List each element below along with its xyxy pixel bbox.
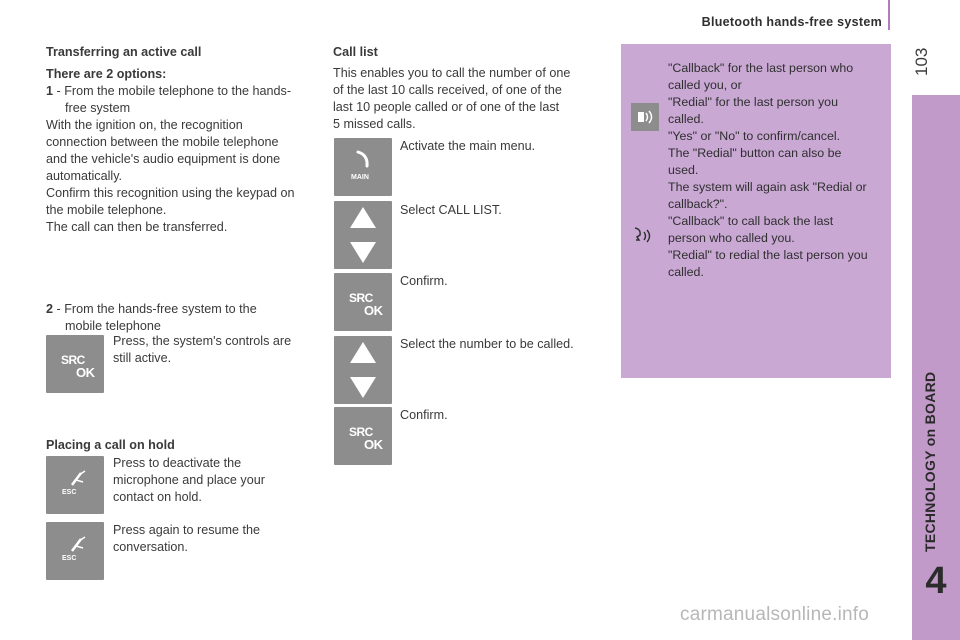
paragraph-line: automatically. (46, 169, 123, 183)
section-heading-transfer: Transferring an active call (46, 45, 202, 59)
section-heading-call-list: Call list (333, 45, 378, 59)
call-list-step-2: Select CALL LIST. (400, 203, 502, 217)
ok-label: OK (76, 365, 95, 380)
transfer-paragraph (46, 117, 326, 236)
call-list-step-5: Confirm. (400, 408, 448, 422)
page-header-title: Bluetooth hands-free system (701, 15, 882, 29)
note-text (668, 60, 894, 281)
microphone-off-icon (46, 456, 104, 514)
call-list-step-3: Confirm. (400, 274, 448, 288)
hold-line: conversation. (113, 540, 188, 554)
options-heading: There are 2 options: (46, 67, 167, 81)
note-line: called. (668, 265, 704, 279)
note-line: used. (668, 163, 699, 177)
section-heading-hold: Placing a call on hold (46, 438, 175, 452)
speaking-voice-icon (632, 224, 656, 253)
note-line: The "Redial" button can also be (668, 146, 842, 160)
note-line: "Callback" for the last person who (668, 61, 854, 75)
option-1-number: 1 (46, 84, 54, 98)
esc-label: ESC (62, 489, 77, 496)
intro-line: 5 missed calls. (333, 117, 416, 131)
paragraph-line: the mobile telephone. (46, 203, 167, 217)
main-menu-button-icon (334, 138, 392, 196)
watermark: carmanualsonline.info (680, 604, 870, 625)
note-line: "Callback" to call back the last (668, 214, 834, 228)
option-2-text: - From the hands-free system to the (53, 302, 257, 316)
src-ok-button-icon (334, 273, 392, 331)
voice-button-icon (631, 103, 659, 131)
src-ok-button-icon (46, 335, 104, 393)
chapter-side-tab (912, 95, 960, 640)
option-2-text-cont: mobile telephone (65, 319, 161, 333)
src-label: SRC (61, 353, 85, 367)
note-line: "Redial" to redial the last person you (668, 248, 868, 262)
up-down-arrow-icon (334, 201, 392, 269)
src-ok-button-icon (334, 407, 392, 465)
phone-handset-icon (334, 138, 392, 196)
option-1 (46, 83, 291, 100)
up-down-arrows-button-icon (334, 201, 392, 269)
call-list-intro (333, 65, 603, 133)
hold-line: Press again to resume the (113, 523, 261, 537)
main-label: MAIN (351, 174, 369, 181)
press-instruction (113, 333, 291, 367)
src-label: SRC (349, 291, 373, 305)
option-2 (46, 301, 257, 318)
note-line: "Yes" or "No" to confirm/cancel. (668, 129, 841, 143)
paragraph-line: Confirm this recognition using the keypad on (46, 186, 295, 200)
page-number (912, 46, 942, 86)
hold-line: Press to deactivate the (113, 456, 242, 470)
paragraph-line: The call can then be transferred. (46, 220, 228, 234)
page-number-text: 103 (912, 47, 931, 76)
note-line: called you, or (668, 78, 742, 92)
intro-line: This enables you to call the number of one (333, 66, 571, 80)
paragraph-line: With the ignition on, the recognition (46, 118, 243, 132)
note-line: callback?". (668, 197, 728, 211)
ok-label: OK (364, 303, 383, 318)
hold-step-2 (113, 522, 260, 556)
call-list-step-4: Select the number to be called. (400, 337, 574, 351)
note-line: person who called you. (668, 231, 795, 245)
voice-command-icon (631, 103, 659, 131)
esc-mute-button-icon (46, 456, 104, 514)
esc-resume-button-icon (46, 522, 104, 580)
hold-line: microphone and place your (113, 473, 265, 487)
microphone-off-icon (46, 522, 104, 580)
option-1-text: - From the mobile telephone to the hands- (53, 84, 292, 98)
up-down-arrows-button-icon (334, 336, 392, 404)
paragraph-line: and the vehicle's audio equipment is done (46, 152, 281, 166)
option-2-number: 2 (46, 302, 54, 316)
esc-label: ESC (62, 555, 77, 562)
note-line: called. (668, 112, 704, 126)
option-1-text-cont: free system (65, 101, 131, 115)
ok-label: OK (364, 437, 383, 452)
up-down-arrow-icon (334, 336, 392, 404)
press-line: Press, the system's controls are (113, 334, 292, 348)
intro-line: last 10 people called or of one of the last (333, 100, 560, 114)
note-line: The system will again ask "Redial or (668, 180, 867, 194)
note-line: "Redial" for the last person you (668, 95, 838, 109)
intro-line: of the last 10 calls received, of one of the (333, 83, 562, 97)
chapter-label-text: TECHNOLOGY on BOARD (922, 371, 938, 552)
chapter-number: 4 (925, 560, 947, 602)
call-list-step-1: Activate the main menu. (400, 139, 536, 153)
hold-step-1 (113, 455, 265, 506)
src-label: SRC (349, 425, 373, 439)
press-line: still active. (113, 351, 172, 365)
hold-line: contact on hold. (113, 490, 202, 504)
header-divider (888, 0, 890, 30)
paragraph-line: connection between the mobile telephone (46, 135, 279, 149)
